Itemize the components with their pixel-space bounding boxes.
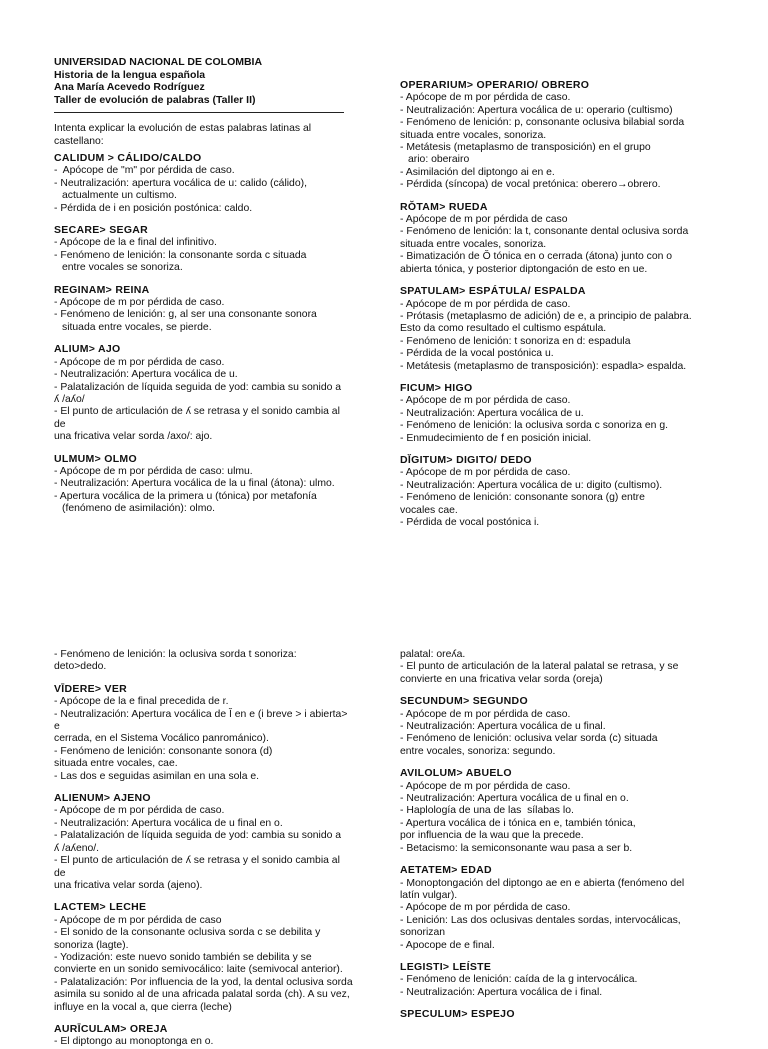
entry-line: - Apócope de la e final precedida de r. <box>54 696 229 708</box>
entry-title: SECUNDUM> SEGUNDO <box>400 695 528 708</box>
entry-line: - Haplología de una de las sílabas lo. <box>400 805 574 817</box>
entry-line: - Pérdida de vocal postónica i. <box>400 517 540 528</box>
entry-line: - Neutralización: Apertura vocálica de u: operario (cultismo) <box>400 104 673 116</box>
entry-line: - Apócope de m por pérdida de caso <box>54 914 222 926</box>
entry-line: - Monoptongación del diptongo ae en e abierta (fenómeno del <box>400 877 685 889</box>
entry-line: ʎ /aʎeno/. <box>54 842 100 854</box>
entry-line: por influencia de la wau que la precede. <box>400 830 584 842</box>
entry-line: - Apertura vocálica de i tónica en e, también tónica, <box>400 817 636 829</box>
word-entry <box>400 79 715 192</box>
entry-line: - Apócope de m por pérdida de caso. <box>54 297 225 309</box>
document-header <box>54 56 354 106</box>
entry-line: - Palatalización de líquida seguida de yod: cambia su sonido a <box>54 381 342 393</box>
entry-line: - Apócope de m por pérdida de caso. <box>400 708 571 720</box>
entry-line: - Metátesis (metaplasmo de transposición): espadla> espalda. <box>400 360 687 372</box>
entry-line: - Neutralización: apertura vocálica de u: calido (cálido), <box>54 177 307 189</box>
word-entry <box>400 864 715 952</box>
entry-line: - Pérdida de la vocal postónica u. <box>400 348 554 360</box>
entry-line: Esto da como resultado el cultismo espátula. <box>400 323 607 335</box>
entry-line: - Betacismo: la semiconsonante wau pasa a ser b. <box>400 842 633 854</box>
entry-line: - El punto de articulación de ʎ se retrasa y el sonido cambia al de <box>54 406 343 430</box>
entry-line: actualmente un cultismo. <box>62 190 177 202</box>
entry-line: una fricativa velar sorda /axo/: ajo. <box>54 431 213 443</box>
entry-line: - Fenómeno de lenición: la oclusiva sorda t sonoriza: <box>54 649 297 660</box>
word-entry <box>400 1008 715 1020</box>
entry-line: una fricativa velar sorda (ajeno). <box>54 879 203 891</box>
word-entry <box>400 285 715 373</box>
entry-line: - Bimatización de Ŏ tónica en o cerrada (átona) junto con o <box>400 251 673 263</box>
entry-line: - Fenómeno de lenición: consonante sonora (d) <box>54 745 273 757</box>
entry-line: - Fenómeno de lenición: oclusiva velar sorda (c) situada <box>400 733 658 745</box>
top-left-column <box>54 152 354 516</box>
entry-line: abierta tónica, y posterior diptongación de esto en ue. <box>400 263 648 275</box>
entry-line: - Prótasis (metaplasmo de adición) de e, a principio de palabra. <box>400 310 692 322</box>
entry-line: - Las dos e seguidas asimilan en una sola e. <box>54 770 260 782</box>
entry-line: convierte en un sonido semivocálico: laite (semivocal anterior). <box>54 964 343 976</box>
entry-line: - Palatalización: Por influencia de la yod, la dental oclusiva sorda <box>54 976 353 988</box>
word-entry <box>400 201 715 276</box>
entry-line: - Fenómeno de lenición: p, consonante oclusiva bilabial sorda <box>400 117 685 129</box>
author-name: Ana María Acevedo Rodríguez <box>54 81 205 94</box>
entry-line: entre vocales, sonoriza: segundo. <box>400 745 556 757</box>
entry-line: - Apócope de m por pérdida de caso: ulmu. <box>54 465 253 477</box>
entry-line: influye en la vocal a, que cierra (leche) <box>54 1001 232 1013</box>
entry-line: cerrada, en el Sistema Vocálico panrománico). <box>54 733 269 745</box>
entry-line: - Yodización: este nuevo sonido también se debilita y se <box>54 951 312 963</box>
entry-line: - Fenómeno de lenición: caída de la g intervocálica. <box>400 974 638 986</box>
entry-line: - Metátesis (metaplasmo de transposición) en el grupo <box>400 142 651 154</box>
entry-line: - Neutralización: Apertura vocálica de u. <box>54 369 238 381</box>
word-entry <box>400 767 715 855</box>
entry-line: - Pérdida de i en posición postónica: caldo. <box>54 202 253 214</box>
entry-line: - Apócope de la e final del infinitivo. <box>54 237 217 249</box>
top-right-column <box>400 79 715 529</box>
entry-line: latín vulgar). <box>400 889 458 901</box>
entry-line: - Fenómeno de lenición: consonante sonora (g) entre <box>400 492 645 504</box>
assignment-title: Taller de evolución de palabras (Taller II) <box>54 93 256 106</box>
word-entry <box>54 453 354 516</box>
entry-line: - Neutralización: Apertura vocálica de u: digito (cultismo). <box>400 479 663 491</box>
entry-line: - Apócope de m por pérdida de caso. <box>400 395 571 407</box>
entry-line: - El diptongo au monoptonga en o. <box>54 1036 214 1048</box>
intro-text: Intenta explicar la evolución de estas palabras latinas al castellano: <box>54 123 312 147</box>
entry-line: - Apócope de m por pérdida de caso. <box>54 805 225 817</box>
entry-title: REGINAM> REINA <box>54 283 150 296</box>
word-entry <box>54 901 354 1014</box>
entry-line: - Apocope de e final. <box>400 939 495 951</box>
entry-line: sonoriza (lagte). <box>54 939 129 951</box>
entry-line: - Neutralización: Apertura vocálica de u final en o. <box>400 793 629 805</box>
word-entry <box>400 649 715 686</box>
entry-line: ario: oberairo <box>408 154 470 166</box>
word-entry <box>54 1023 354 1049</box>
entry-title: AETATEM> EDAD <box>400 864 492 877</box>
entry-title: ALIUM> AJO <box>54 343 121 356</box>
entry-title: OPERARIUM> OPERARIO/ OBRERO <box>400 79 590 91</box>
entry-line: - Apócope de m por pérdida de caso. <box>400 902 571 914</box>
entry-line: - Palatalización de líquida seguida de yod: cambia su sonido a <box>54 830 342 842</box>
entry-title: AURĪCULAM> OREJA <box>54 1022 168 1035</box>
word-entry <box>54 224 354 275</box>
entry-line: vocales cae. <box>400 504 458 516</box>
entry-line: - Apócope de "m" por pérdida de caso. <box>54 165 235 177</box>
word-entry <box>400 382 715 445</box>
entry-title: SPATULAM> ESPÁTULA/ ESPALDA <box>400 285 586 298</box>
word-entry <box>400 454 715 529</box>
header-divider <box>54 112 344 113</box>
entry-line: situada entre vocales, cae. <box>54 758 178 770</box>
word-entry <box>54 284 354 335</box>
word-entry <box>54 343 354 443</box>
entry-line: - El punto de articulación de la lateral palatal se retrasa, y se <box>400 661 679 673</box>
entry-line: situada entre vocales, sonoriza. <box>400 238 547 250</box>
entry-line: - Fenómeno de lenición: la t, consonante dental oclusiva sorda <box>400 226 689 238</box>
entry-line: - Fenómeno de lenición: t sonoriza en d: espadula <box>400 335 631 347</box>
entry-title: SPECULUM> ESPEJO <box>400 1008 515 1021</box>
entry-line: sonorizan <box>400 927 446 939</box>
entry-line: - Enmudecimiento de f en posición inicial. <box>400 432 592 444</box>
entry-line: palatal: oreʎa. <box>400 649 466 660</box>
entry-line: - Neutralización: Apertura vocálica de Ĭ en e (i breve > i abierta> e <box>54 708 351 733</box>
word-entry <box>400 961 715 999</box>
entry-line: convierte en una fricativa velar sorda (oreja) <box>400 673 603 685</box>
entry-title: LACTEM> LECHE <box>54 901 147 914</box>
entry-line: - El punto de articulación de ʎ se retrasa y el sonido cambia al de <box>54 855 343 879</box>
entry-line: ʎ /aʎo/ <box>54 393 85 405</box>
entry-line: - Neutralización: Apertura vocálica de u final. <box>400 721 606 733</box>
entry-line: - Asimilación del diptongo ai en e. <box>400 166 555 178</box>
course-name: Historia de la lengua española <box>54 68 206 81</box>
entry-line: - Neutralización: Apertura vocálica de la u final (átona): ulmo. <box>54 478 335 490</box>
entry-title: DĬGITUM> DIGITO/ DEDO <box>400 453 532 466</box>
entry-line: - El sonido de la consonante oclusiva sorda c se debilita y <box>54 927 321 939</box>
entry-line: - Apertura vocálica de la primera u (tónica) por metafonía <box>54 490 317 502</box>
entry-title: SECARE> SEGAR <box>54 224 149 237</box>
word-entry <box>54 649 354 674</box>
entry-line: - Lenición: Las dos oclusivas dentales sordas, intervocálicas, <box>400 914 681 926</box>
entry-line: entre vocales se sonoriza. <box>62 262 183 274</box>
word-entry <box>54 683 354 783</box>
bottom-left-column <box>54 649 354 1049</box>
entry-title: CALIDUM > CÁLIDO/CALDO <box>54 152 202 164</box>
entry-line: - Neutralización: Apertura vocálica de i final. <box>400 986 603 998</box>
entry-line: - Neutralización: Apertura vocálica de u final en o. <box>54 817 283 829</box>
entry-line: - Pérdida (síncopa) de vocal pretónica: oberero→obrero. <box>400 179 661 191</box>
bottom-right-column <box>400 649 715 1022</box>
word-entry <box>54 792 354 892</box>
entry-line: - Fenómeno de lenición: la consonante sorda c situada <box>54 249 307 261</box>
header-block <box>54 56 354 148</box>
entry-title: LEGISTI> LEÍSTE <box>400 960 492 973</box>
entry-line: - Apócope de m por pérdida de caso. <box>400 298 571 310</box>
entry-title: ULMUM> OLMO <box>54 452 137 465</box>
entry-line: (fenómeno de asimilación): olmo. <box>62 503 216 515</box>
university-name: UNIVERSIDAD NACIONAL DE COLOMBIA <box>54 56 263 68</box>
word-entry <box>400 695 715 758</box>
entry-line: - Apócope de m por pérdida de caso. <box>400 92 571 104</box>
entry-line: situada entre vocales, se pierde. <box>62 321 212 333</box>
entry-title: FICUM> HIGO <box>400 381 473 394</box>
entry-line: - Fenómeno de lenición: g, al ser una consonante sonora <box>54 309 317 321</box>
entry-title: AVILOLUM> ABUELO <box>400 767 512 780</box>
entry-line: asimila su sonido al de una africada palatal sorda (ch). A su vez, <box>54 989 350 1001</box>
entry-line: - Apócope de m por pérdida de caso. <box>400 780 571 792</box>
entry-line: - Apócope de m por pérdida de caso <box>400 214 568 226</box>
entry-title: RŎTAM> RUEDA <box>400 200 488 213</box>
entry-title: VĪDERE> VER <box>54 682 128 695</box>
entry-line: situada entre vocales, sonoriza. <box>400 129 547 141</box>
entry-line: - Fenómeno de lenición: la oclusiva sorda c sonoriza en g. <box>400 420 668 432</box>
entry-line: - Neutralización: Apertura vocálica de u. <box>400 407 584 419</box>
entry-line: - Apócope de m por pérdida de caso. <box>400 467 571 479</box>
entry-title: ALIENUM> AJENO <box>54 792 151 805</box>
entry-line: deto>dedo. <box>54 661 107 673</box>
entry-line: - Apócope de m por pérdida de caso. <box>54 356 225 368</box>
word-entry <box>54 152 354 215</box>
